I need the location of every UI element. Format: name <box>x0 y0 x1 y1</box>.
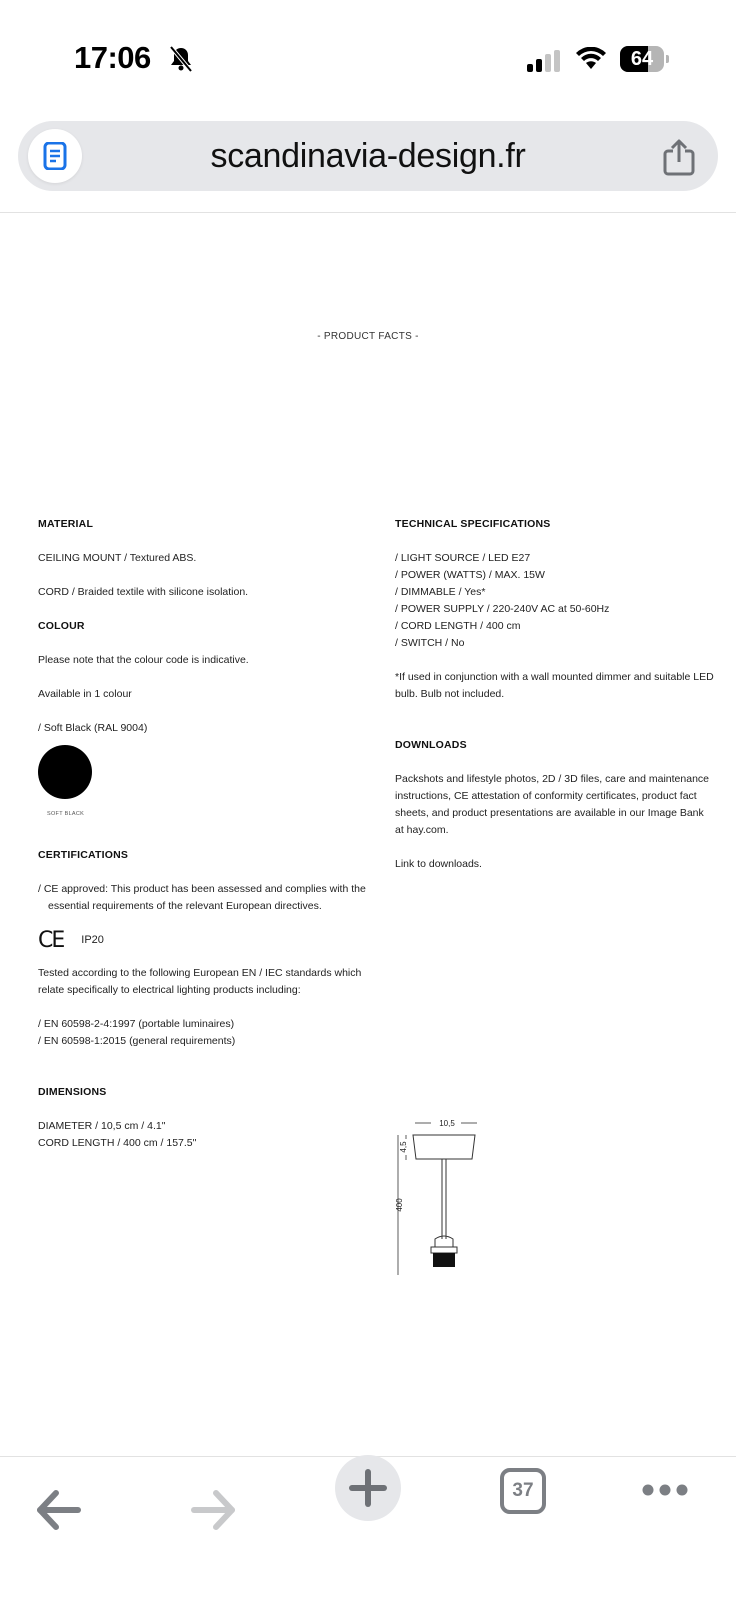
tested-text: Tested according to the following European EN / IEC standards which relate specifically to electrical lighting products including: <box>38 967 362 996</box>
spec-line: / LIGHT SOURCE / LED E27 <box>395 552 531 564</box>
downloads-link[interactable]: Link to downloads. <box>395 858 482 870</box>
signal-icon <box>527 50 561 72</box>
pendant-dimension-diagram <box>395 1115 485 1280</box>
spec-line: / CORD LENGTH / 400 cm <box>395 620 521 632</box>
wifi-icon <box>576 47 606 71</box>
diagram-length-label: 400 <box>395 1198 404 1212</box>
colour-available: Available in 1 colour <box>38 688 132 700</box>
standard-item: / EN 60598-2-4:1997 (portable luminaires) <box>38 1018 235 1030</box>
spec-footnote: *If used in conjunction with a wall mounted dimmer and suitable LED bulb. Bulb not included. <box>395 671 714 700</box>
diagram-width-label: 10,5 <box>439 1119 455 1128</box>
ce-approved-text: / CE approved: This product has been assessed and complies with the essential requirements of the relevant European directives. <box>38 883 366 912</box>
ip-rating: IP20 <box>81 933 104 946</box>
ce-mark-icon: CE <box>38 927 64 953</box>
url-field[interactable]: scandinavia-design.fr <box>210 137 526 175</box>
standard-item: / EN 60598-1:2015 (general requirements) <box>38 1035 236 1047</box>
left-column <box>38 516 378 1152</box>
spec-line: / POWER (WATTS) / MAX. 15W <box>395 569 545 581</box>
reader-mode-button[interactable] <box>28 129 82 183</box>
status-bar <box>0 0 736 110</box>
diagram-height-label: 4,5 <box>399 1141 408 1153</box>
colour-note: Please note that the colour code is indicative. <box>38 654 249 666</box>
spec-line: / SWITCH / No <box>395 637 465 649</box>
spec-line: / POWER SUPPLY / 220-240V AC at 50-60Hz <box>395 603 610 615</box>
dimension-line: CORD LENGTH / 400 cm / 157.5" <box>38 1137 197 1149</box>
section-title: - PRODUCT FACTS - <box>317 331 419 342</box>
material-line: CORD / Braided textile with silicone isolation. <box>38 586 249 598</box>
right-column <box>395 516 715 873</box>
colour-option: / Soft Black (RAL 9004) <box>38 722 148 734</box>
certifications-heading: CERTIFICATIONS <box>38 849 129 861</box>
spec-line: / DIMMABLE / Yes* <box>395 586 486 598</box>
new-tab-button[interactable] <box>335 1455 401 1521</box>
certification-marks <box>38 927 378 953</box>
material-line: CEILING MOUNT / Textured ABS. <box>38 552 197 564</box>
ellipsis-icon[interactable] <box>632 1457 698 1523</box>
dimensions-heading: DIMENSIONS <box>38 1086 107 1098</box>
arrow-left-icon[interactable] <box>26 1477 92 1543</box>
swatch-label: SOFT BLACK <box>47 811 85 817</box>
colour-heading: COLOUR <box>38 620 85 632</box>
plus-icon <box>335 1455 401 1521</box>
status-time: 17:06 <box>74 40 151 75</box>
address-bar[interactable] <box>18 121 718 191</box>
arrow-right-icon[interactable] <box>180 1477 246 1543</box>
technical-heading: TECHNICAL SPECIFICATIONS <box>395 518 551 530</box>
browser-toolbar <box>0 1457 736 1600</box>
battery-indicator <box>620 46 668 72</box>
dimension-line: DIAMETER / 10,5 cm / 4.1" <box>38 1120 166 1132</box>
divider <box>0 212 736 213</box>
share-icon[interactable] <box>662 138 696 176</box>
battery-percent: 64 <box>630 48 654 70</box>
bell-slash-icon <box>168 45 194 73</box>
material-heading: MATERIAL <box>38 518 94 530</box>
downloads-text: Packshots and lifestyle photos, 2D / 3D files, care and maintenance instructions, CE attestation of conformity certificates, product fact sheets, and product presentations are available in our Image Bank at hay.com. <box>395 773 710 836</box>
reader-mode-icon <box>43 142 67 170</box>
downloads-heading: DOWNLOADS <box>395 739 467 751</box>
colour-swatch-soft-black[interactable] <box>38 745 92 799</box>
tabs-button[interactable]: 37 <box>500 1468 546 1514</box>
